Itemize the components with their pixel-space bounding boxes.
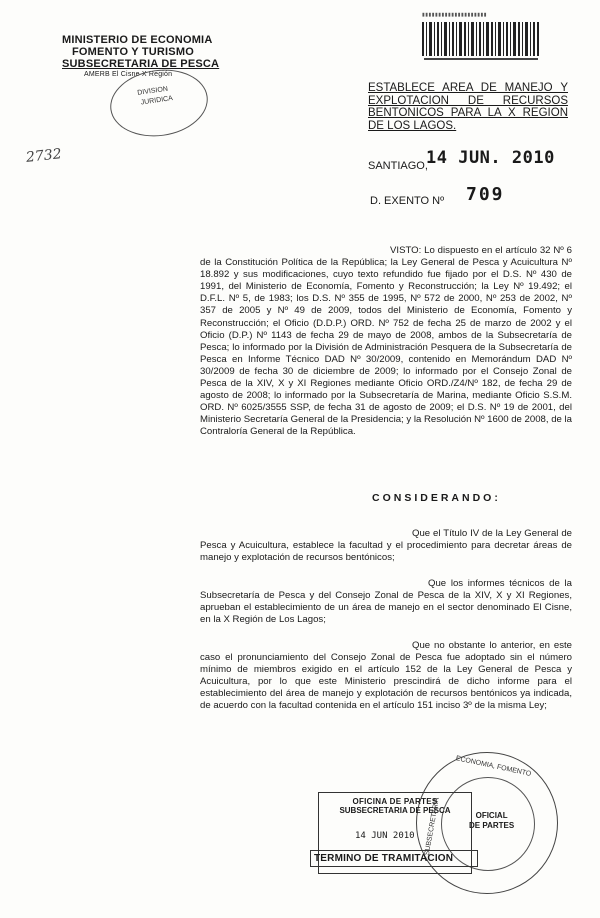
stamp-juridica-top: DIVISION (136, 85, 169, 97)
stamp-oficina-line2: SUBSECRETARIA DE PESCA (339, 806, 451, 815)
considerando-item: Que el Título IV de la Ley General de Pesca y Acuicultura, establece la facultad y el procedimiento para decretar áreas de manejo y explotación de recursos bentónicos; (200, 528, 572, 564)
decree-label: D. EXENTO Nº (370, 195, 445, 207)
stamp-oficina-line1: OFICINA DE PARTES (352, 797, 438, 806)
ministry-name: MINISTERIO DE ECONOMIA (62, 34, 213, 46)
considerando-item: Que no obstante lo anterior, en este caso el pronunciamiento del Consejo Zonal de Pesca fue adoptado sin el número mínimo de miembros exigido en el artículo 152 de la Ley General de Pesca y Acuicultura, por lo que este Ministerio prescindirá de dicho informe para el establecimiento del área de manejo y explotación de recursos bentónicos ya indicada, de acuerdo con la facultad contenida en el artículo 151 inciso 3º de la misma Ley; (200, 640, 572, 712)
barcode-caption: ▮▮▮▮▮▮▮▮▮▮▮▮▮▮▮▮▮▮▮▮ (422, 12, 488, 18)
stamp-oficina-date: 14 JUN 2010 (355, 831, 415, 841)
stamp-juridica-bottom: JURIDICA (140, 95, 174, 107)
decree-date: 14 JUN. 2010 (426, 148, 555, 168)
ministry-subname: FOMENTO Y TURISMO (72, 46, 194, 58)
document-title: ESTABLECE AREA DE MANEJO Y EXPLOTACION DE RECURSOS BENTONICOS PARA LA X REGION DE LOS LAGOS. (368, 82, 568, 132)
seal-center-line2: DE PARTES (469, 821, 515, 830)
seal-ring-top: ECONOMIA, FOMENTO (455, 755, 532, 778)
seal-center (469, 811, 514, 831)
considerando-heading: CONSIDERANDO: (372, 492, 501, 504)
file-reference: AMERB El Cisne X Región (84, 71, 173, 78)
considerando-item: Que los informes técnicos de la Subsecretaría de Pesca y del Consejo Zonal de Pesca de la XIV, X y XI Regiones, aprueban el establecimiento de un área de manejo en el sector denominado El Cisne, en la X Región de Los Lagos; (200, 578, 572, 626)
visto-paragraph: VISTO: Lo dispuesto en el artículo 32 Nº 6 de la Constitución Política de la República; la Ley General de Pesca y Acuicultura Nº 18.892 y sus modificaciones, cuyo texto refundido fue fijado por el D.S. Nº 430 de 1991, del Ministerio de Economía, Fomento y Reconstrucción; la Ley Nº 19.492; el D.F.L. Nº 5, de 1983; los D.S. Nº 355 de 1995, Nº 572 de 2000, Nº 253 de 2002, Nº 357 de 2005 y Nº 49 de 2009, todos del Ministerio de Economía, Fomento y Reconstrucción; el Oficio (D.D.P.) ORD. Nº 752 de fecha 25 de marzo de 2002 y el Oficio (D.P.) Nº 1143 de fecha 29 de mayo de 2008, ambos de la Subsecretaría de Pesca; lo informado por la División de Administración Pesquera de la Subsecretaría de Pesca en Informe Técnico DAD Nº 30/2009, contenido en Memorándum DAD Nº 30/2009 de fecha 30 de diciembre de 2009; lo informado por el Consejo Zonal de Pesca de la XIV, X y XI Regiones mediante Oficio ORD./Z4/Nº 182, de fecha 29 de agosto de 2008; lo informado por la Subsecretaría de Marina, mediante Oficio S.S.M. ORD. Nº 6025/3555 SSP, de fecha 31 de agosto de 2009; el D.S. Nº 19 de 2001, del Ministerio Secretaría General de la Presidencia; y la Resolución Nº 1600 de 2008, de la Contraloría General de la República. (200, 245, 573, 438)
seal-ring-left: SUBSECRETARIA (423, 797, 441, 856)
handwritten-note: 2732 (25, 146, 63, 166)
termino-tramitacion-stamp: TERMINO DE TRAMITACION (310, 850, 478, 867)
barcode (420, 18, 542, 62)
city: SANTIAGO, (368, 160, 428, 172)
subsecretaria-name: SUBSECRETARIA DE PESCA (62, 58, 220, 70)
decree-number: 709 (466, 184, 505, 205)
seal-center-line1: OFICIAL (475, 811, 508, 820)
